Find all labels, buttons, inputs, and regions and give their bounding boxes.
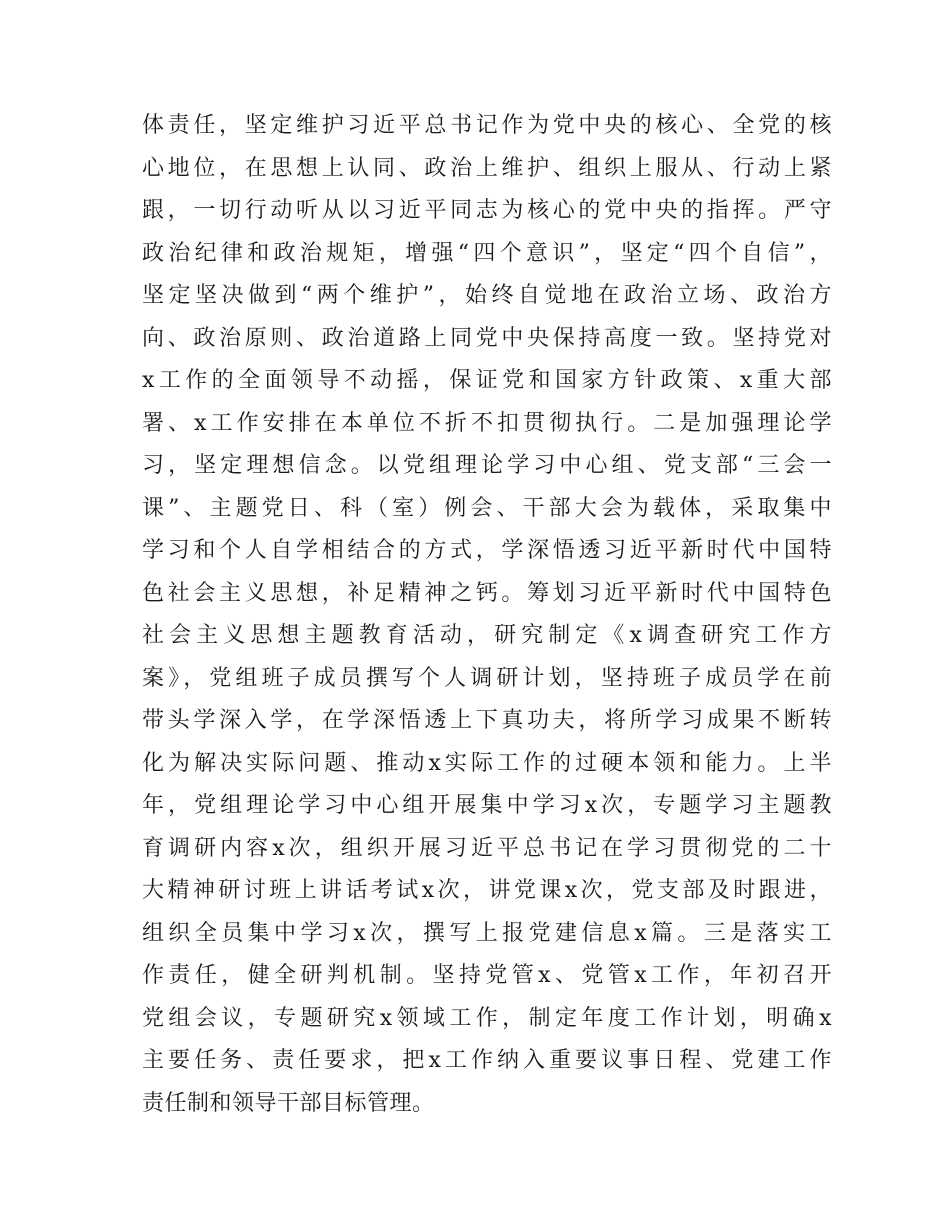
body-text	[142, 105, 832, 1125]
text-line: x工作的全面领导不动摇，保证党和国家方针政策、x重大部	[142, 368, 832, 393]
text-line: 化为解决实际问题、推动x实际工作的过硬本领和能力。上半	[142, 750, 832, 776]
text-line: 育调研内容x次，组织开展习近平总书记在学习贯彻党的二十	[142, 835, 832, 861]
text-line: 向、政治原则、政治道路上同党中央保持高度一致。坚持党对	[142, 325, 832, 351]
text-line-last: 责任制和领导干部目标管理。	[142, 1090, 435, 1116]
text-line: 学习和个人自学相结合的方式，学深悟透习近平新时代中国特	[142, 538, 832, 563]
text-line: 带头学深入学，在学深悟透上下真功夫，将所学习成果不断转	[142, 708, 832, 733]
text-line: 党组会议，专题研究x领域工作，制定年度工作计划，明确x	[142, 1005, 832, 1031]
text-line: 跟，一切行动听从以习近平同志为核心的党中央的指挥。严守	[142, 198, 832, 223]
text-line: 组织全员集中学习x次，撰写上报党建信息x篇。三是落实工	[142, 920, 832, 946]
text-line: 习，坚定理想信念。以党组理论学习中心组、党支部“三会一	[142, 453, 832, 478]
text-line: 署、x工作安排在本单位不折不扣贯彻执行。二是加强理论学	[142, 410, 832, 436]
text-line: 坚定坚决做到“两个维护”，始终自觉地在政治立场、政治方	[142, 283, 832, 308]
text-line: 大精神研讨班上讲话考试x次，讲党课x次，党支部及时跟进，	[142, 878, 832, 903]
text-line: 主要任务、责任要求，把x工作纳入重要议事日程、党建工作	[142, 1048, 832, 1073]
text-line: 社会主义思想主题教育活动，研究制定《x调查研究工作方	[142, 623, 832, 648]
text-line: 体责任，坚定维护习近平总书记作为党中央的核心、全党的核	[142, 113, 832, 138]
text-line: 案》，党组班子成员撰写个人调研计划，坚持班子成员学在前	[142, 665, 832, 691]
text-line: 色社会主义思想，补足精神之钙。筹划习近平新时代中国特色	[142, 580, 832, 606]
text-line: 年，党组理论学习中心组开展集中学习x次，专题学习主题教	[142, 793, 832, 818]
text-line: 政治纪律和政治规矩，增强“四个意识”，坚定“四个自信”，	[142, 240, 832, 266]
text-line: 心地位，在思想上认同、政治上维护、组织上服从、行动上紧	[142, 155, 832, 181]
text-line: 课”、主题党日、科（室）例会、干部大会为载体，采取集中	[142, 495, 832, 521]
text-line: 作责任，健全研判机制。坚持党管x、党管x工作，年初召开	[142, 963, 832, 988]
